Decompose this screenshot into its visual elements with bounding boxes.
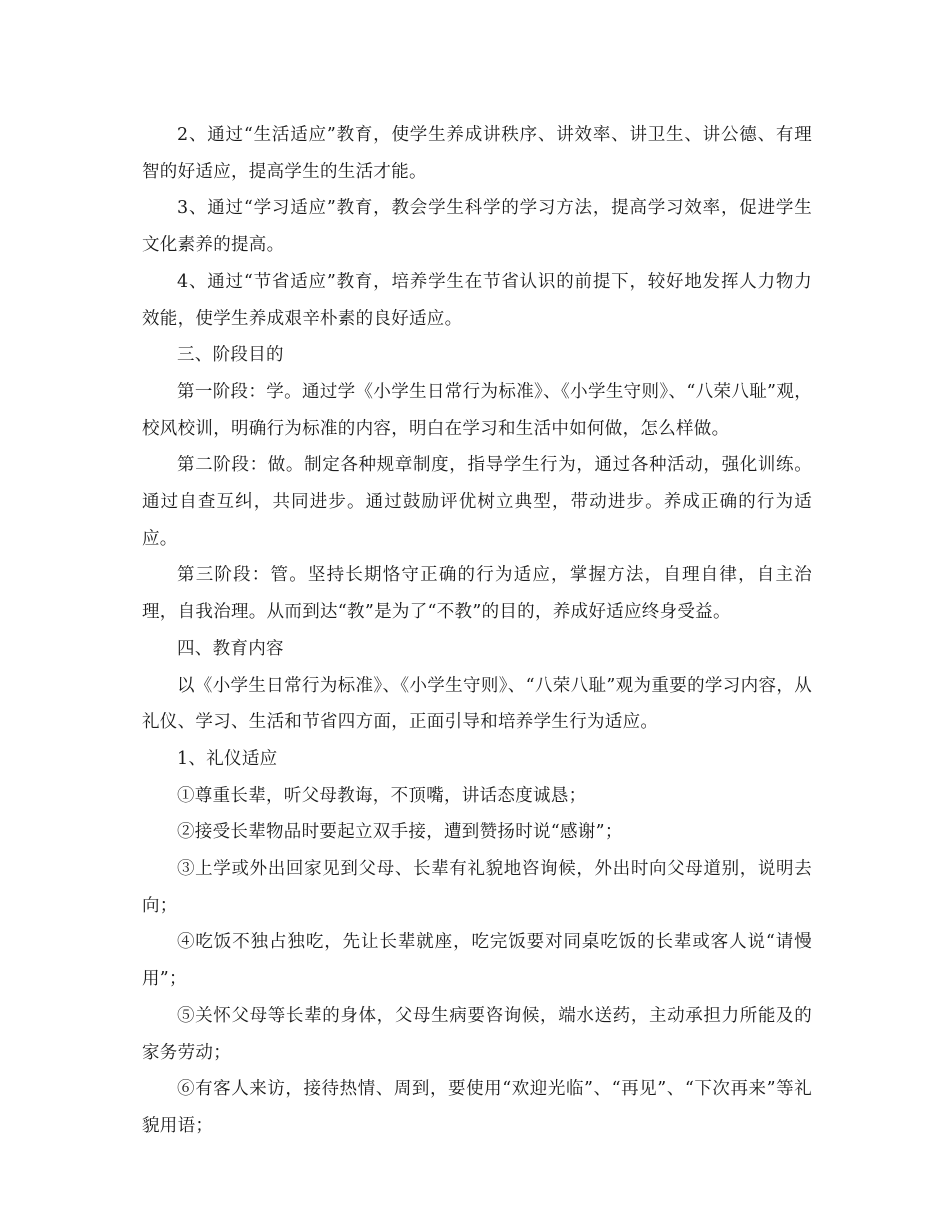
list-item-etiquette-1: ①尊重长辈，听父母教诲，不顶嘴，讲话态度诚恳； bbox=[177, 785, 587, 806]
paragraph-goal-3: 3、通过“学习适应”教育，教会学生科学的学习方法，提高学习效率，促进学生文化素养的提高。 bbox=[142, 198, 812, 256]
list-item-etiquette-5: ⑤关怀父母等长辈的身体，父母生病要咨询候，端水送药，主动承担力所能及的家务劳动； bbox=[142, 1005, 812, 1063]
paragraph-stage-3: 第三阶段：管。坚持长期恪守正确的行为适应，掌握方法，自理自律，自主治理，自我治理。从而到达“教”是为了“不教”的目的，养成好适应终身受益。 bbox=[142, 565, 812, 623]
list-item-etiquette-4: ④吃饭不独占独吃，先让长辈就座，吃完饭要对同桌吃饭的长辈或客人说“请慢用”； bbox=[142, 932, 812, 990]
document-body bbox=[142, 117, 812, 1145]
paragraph-stage-1: 第一阶段：学。通过学《小学生日常行为标准》、《小学生守则》、“八荣八耻”观，校风校训，明确行为标准的内容，明白在学习和生活中如何做，怎么样做。 bbox=[142, 381, 812, 439]
list-item-etiquette-3: ③上学或外出回家见到父母、长辈有礼貌地咨询候，外出时向父母道别，说明去向； bbox=[142, 859, 812, 916]
paragraph-goal-4: 4、通过“节省适应”教育，培养学生在节省认识的前提下，较好地发挥人力物力效能，使学生养成艰辛朴素的良好适应。 bbox=[142, 271, 812, 329]
subheading-etiquette: 1、礼仪适应 bbox=[177, 748, 278, 769]
section-heading-stage-goals: 三、阶段目的 bbox=[177, 345, 284, 366]
list-item-etiquette-6: ⑥有客人来访，接待热情、周到，要使用“欢迎光临”、“再见”、“下次再来”等礼貌用语； bbox=[142, 1079, 812, 1136]
list-item-etiquette-2: ②接受长辈物品时要起立双手接，遭到赞扬时说“感谢”； bbox=[177, 822, 623, 843]
paragraph-goal-2: 2、通过“生活适应”教育，使学生养成讲秩序、讲效率、讲卫生、讲公德、有理智的好适应，提高学生的生活才能。 bbox=[142, 125, 812, 182]
paragraph-content-intro: 以《小学生日常行为标准》、《小学生守则》、“八荣八耻”观为重要的学习内容，从礼仪、学习、生活和节省四方面，正面引导和培养学生行为适应。 bbox=[142, 675, 812, 733]
section-heading-education-content: 四、教育内容 bbox=[177, 638, 284, 659]
paragraph-stage-2: 第二阶段：做。制定各种规章制度，指导学生行为，通过各种活动，强化训练。通过自查互纠，共同进步。通过鼓励评优树立典型，带动进步。养成正确的行为适应。 bbox=[142, 455, 812, 549]
